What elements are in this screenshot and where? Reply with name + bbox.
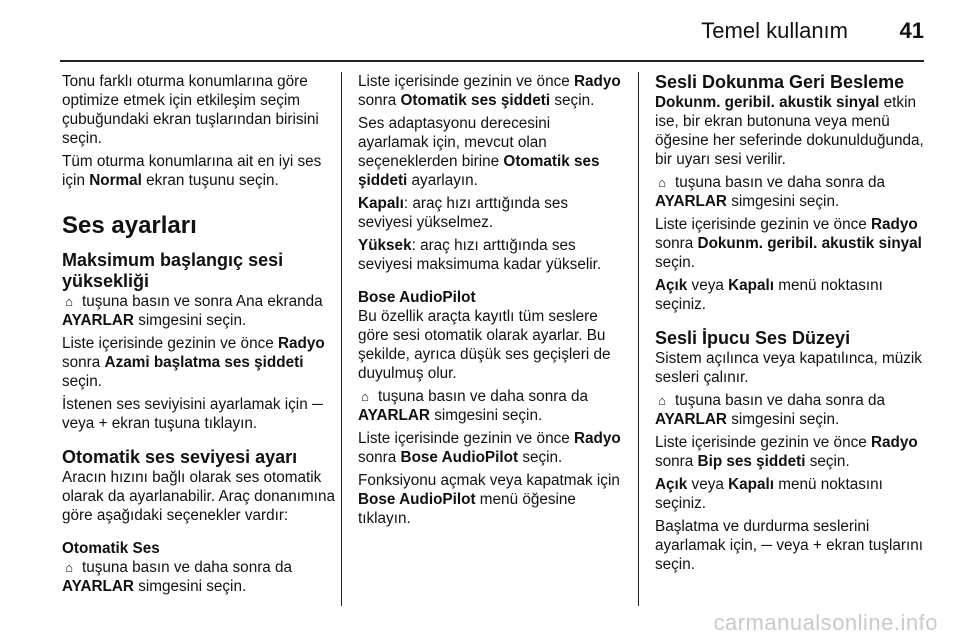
- text: Fonksiyonu açmak veya kapatmak için: [358, 472, 620, 489]
- paragraph: [655, 173, 925, 211]
- bold-text: Radyo: [573, 73, 621, 90]
- minus-icon: ─: [311, 396, 323, 413]
- paragraph: [358, 387, 624, 425]
- column-divider: [341, 72, 342, 606]
- bold-text: Radyo: [277, 335, 325, 352]
- section-heading: Ses ayarları: [62, 212, 197, 239]
- home-icon: ⌂: [65, 294, 73, 309]
- page-number: 41: [899, 18, 924, 43]
- watermark: carmanualsonline.info: [713, 610, 938, 635]
- paragraph: [655, 433, 925, 471]
- bold-text: Kapalı: [358, 195, 404, 212]
- text: sonra: [655, 453, 698, 470]
- paragraph: [358, 429, 624, 467]
- plus-icon: +: [812, 537, 822, 554]
- bold-text: Dokunm. geribil. akustik sinyal: [655, 94, 880, 111]
- column-3: [655, 72, 925, 578]
- text: simgesini seçin.: [726, 193, 840, 210]
- text: ekran tuşunu seçin.: [141, 172, 279, 189]
- paragraph: [358, 72, 624, 110]
- subsection-heading: Otomatik ses seviyesi ayarı: [62, 447, 298, 467]
- paragraph: [62, 334, 338, 391]
- bold-text: AYARLAR: [655, 411, 727, 428]
- text: sonra: [62, 354, 105, 371]
- home-icon: ⌂: [658, 175, 666, 190]
- bold-text: Bose AudioPilot: [358, 491, 476, 508]
- bold-text: Radyo: [573, 430, 621, 447]
- text: tuşuna basın ve daha sonra da: [675, 174, 886, 191]
- header-rule: [60, 60, 924, 62]
- bold-text: AYARLAR: [62, 578, 134, 595]
- text: seçin.: [62, 373, 102, 390]
- paragraph: [655, 517, 925, 574]
- text: Liste içerisinde gezinin ve önce: [358, 430, 574, 447]
- paragraph: [655, 93, 925, 169]
- text: : araç hızı arttığında ses seviyesi yükselmez.: [358, 195, 569, 231]
- text: tuşuna basın ve daha sonra da: [378, 388, 589, 405]
- text: Liste içerisinde gezinin ve önce: [358, 73, 574, 90]
- home-icon: ⌂: [65, 560, 73, 575]
- text: menü öğesine tıklayın.: [358, 491, 576, 527]
- text: simgesini seçin.: [133, 578, 247, 595]
- page-header: [60, 18, 924, 50]
- bold-text: Kapalı: [728, 476, 775, 493]
- text: Ses adaptasyonu derecesini ayarlamak için, mevcut olan seçeneklerden birine: [358, 115, 551, 170]
- bold-text: Normal: [89, 172, 142, 189]
- paragraph: Bu özellik araçta kayıtlı tüm seslere göre sesi otomatik olarak ayarlar. Bu şekilde, ayrıca düşük ses geçişleri de duyulmuş olur.: [358, 308, 611, 382]
- bold-text: Bose AudioPilot: [400, 449, 519, 466]
- text: menü noktasını seçiniz.: [655, 277, 883, 313]
- bold-text: Yüksek: [358, 237, 412, 254]
- text: Tüm oturma konumlarına ait en iyi ses için: [62, 153, 322, 189]
- text: seçin.: [518, 449, 563, 466]
- bold-text: AYARLAR: [62, 312, 134, 329]
- bold-text: Bip ses şiddeti: [697, 453, 806, 470]
- text: menü noktasını seçiniz.: [655, 476, 883, 512]
- paragraph: [655, 475, 925, 513]
- bold-text: AYARLAR: [358, 407, 430, 424]
- text: seçin.: [550, 92, 595, 109]
- text: İstenen ses seviyisini ayarlamak için: [62, 396, 312, 413]
- text: veya: [772, 537, 813, 554]
- bold-text: Radyo: [870, 434, 918, 451]
- text: Liste içerisinde gezinin ve önce: [62, 335, 278, 352]
- text: veya: [687, 476, 729, 493]
- text: etkin ise, bir ekran butonuna veya menü öğesine her seferinde dokunulduğunda, bir uyarı sesi verilir.: [655, 94, 924, 168]
- paragraph: [358, 114, 624, 190]
- text: simgesini seçin.: [429, 407, 543, 424]
- paragraph: Aracın hızını bağlı olarak ses otomatik olarak da ayarlanabilir. Araç donanımına göre aşağıdaki seçenekler vardır:: [62, 469, 335, 524]
- paragraph: [358, 471, 624, 528]
- text: tuşuna basın ve daha sonra da: [675, 392, 886, 409]
- bold-text: Radyo: [870, 216, 918, 233]
- paragraph: [655, 276, 925, 314]
- home-icon: ⌂: [658, 393, 666, 408]
- text: veya: [62, 415, 99, 432]
- text: seçin.: [655, 254, 695, 271]
- subsection-heading: Sesli Dokunma Geri Besleme: [655, 72, 905, 92]
- column-2: [358, 72, 624, 532]
- text: Liste içerisinde gezinin ve önce: [655, 434, 871, 451]
- text: ekran tuşlarını seçin.: [655, 537, 924, 573]
- text: Liste içerisinde gezinin ve önce: [655, 216, 871, 233]
- text: sonra: [655, 235, 698, 252]
- bold-text: Otomatik ses şiddeti: [358, 153, 600, 189]
- text: sonra: [358, 92, 401, 109]
- home-icon: ⌂: [361, 389, 369, 404]
- paragraph: [62, 292, 338, 330]
- bold-text: Azami başlatma ses şiddeti: [104, 354, 304, 371]
- bold-text: Açık: [655, 277, 688, 294]
- text: sonra: [358, 449, 401, 466]
- bold-text: Kapalı: [728, 277, 775, 294]
- paragraph: [62, 558, 338, 596]
- subsection-heading: Maksimum başlangıç sesi yüksekliği: [62, 250, 284, 291]
- paragraph: [358, 236, 624, 274]
- minor-heading: Bose AudioPilot: [358, 289, 476, 306]
- text: simgesini seçin.: [726, 411, 840, 428]
- text: simgesini seçin.: [133, 312, 247, 329]
- subsection-heading: Sesli İpucu Ses Düzeyi: [655, 328, 851, 348]
- column-divider: [638, 72, 639, 606]
- text: tuşuna basın ve sonra Ana ekranda: [82, 293, 323, 310]
- paragraph: [62, 152, 338, 190]
- bold-text: Otomatik ses şiddeti: [400, 92, 551, 109]
- text: seçin.: [805, 453, 850, 470]
- paragraph: [62, 395, 338, 433]
- paragraph: [655, 391, 925, 429]
- bold-text: Dokunm. geribil. akustik sinyal: [697, 235, 922, 252]
- text: veya: [687, 277, 729, 294]
- text: tuşuna basın ve daha sonra da: [82, 559, 293, 576]
- text: : araç hızı arttığında ses seviyesi maksimuma kadar yükselir.: [358, 237, 602, 273]
- paragraph: [358, 194, 624, 232]
- text: Başlatma ve durdurma seslerini ayarlamak için,: [655, 518, 870, 554]
- text: ekran tuşuna tıklayın.: [107, 415, 258, 432]
- minus-icon: ─: [761, 537, 773, 554]
- plus-icon: +: [98, 415, 108, 432]
- paragraph: Tonu farklı oturma konumlarına göre optimize etmek için etkileşim seçim çubuğundaki ekran tuşlarından birisini seçin.: [62, 73, 319, 147]
- header-title: Temel kullanım: [701, 18, 848, 43]
- bold-text: Açık: [655, 476, 688, 493]
- column-1: [62, 72, 338, 600]
- paragraph: Sistem açılınca veya kapatılınca, müzik sesleri çalınır.: [655, 350, 922, 386]
- minor-heading: Otomatik Ses: [62, 540, 160, 557]
- paragraph: [655, 215, 925, 272]
- bold-text: AYARLAR: [655, 193, 727, 210]
- text: ayarlayın.: [407, 172, 478, 189]
